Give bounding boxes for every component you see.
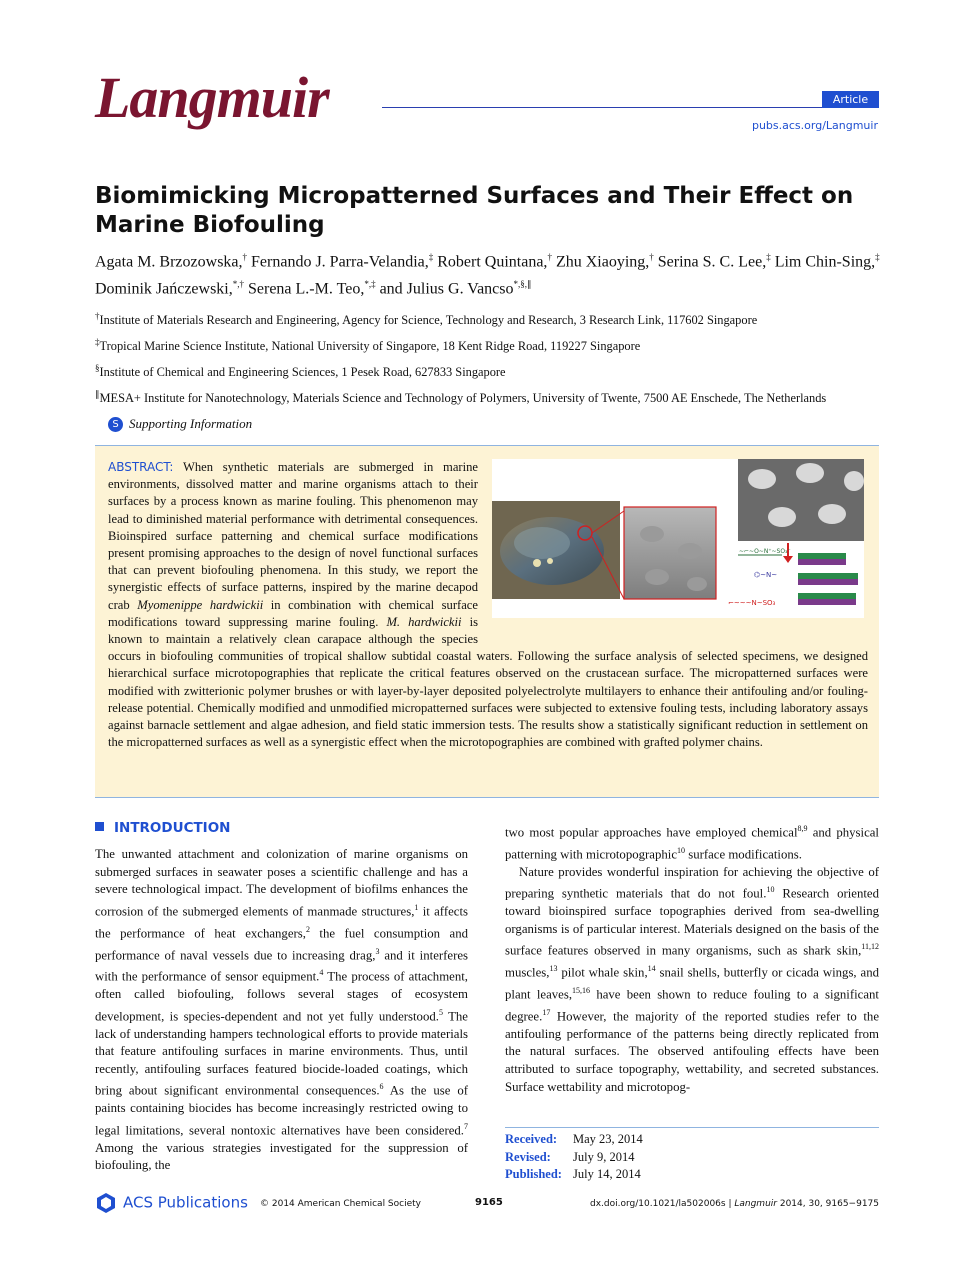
affiliation: §Institute of Chemical and Engineering Sciences, 1 Pesek Road, 627833 Singapore <box>95 363 506 380</box>
page-number: 9165 <box>475 1197 503 1208</box>
acs-hexagon-icon <box>95 1192 117 1214</box>
copyright: © 2014 American Chemical Society <box>260 1199 421 1209</box>
author[interactable]: and Julius G. Vancso <box>379 280 514 298</box>
author[interactable]: Lim Chin-Sing, <box>774 253 876 271</box>
ref-link[interactable]: 10 <box>766 885 775 895</box>
affiliation: ‡Tropical Marine Science Institute, National University of Singapore, 18 Kent Ridge Road, 119227 Singapore <box>95 337 641 354</box>
author[interactable]: Serena L.-M. Teo, <box>248 280 365 298</box>
doi-citation: dx.doi.org/10.1021/la502006s | Langmuir 2014, 30, 9165−9175 <box>590 1199 879 1209</box>
affiliation: ∥MESA+ Institute for Nanotechnology, Materials Science and Technology of Polymers, University of Twente, 7500 AE Enschede, The Netherlands <box>95 389 827 406</box>
doi-link[interactable]: dx.doi.org/10.1021/la502006s <box>590 1199 726 1209</box>
date-received: Received: May 23, 2014 <box>505 1132 643 1146</box>
header-rule <box>382 107 878 108</box>
author[interactable]: Robert Quintana, <box>437 253 548 271</box>
ref-link[interactable]: 13 <box>549 964 558 974</box>
ref-link[interactable]: 4 <box>319 968 324 978</box>
ref-link[interactable]: 3 <box>375 946 380 956</box>
supporting-information-link[interactable]: S Supporting Information <box>108 416 252 432</box>
journal-url-link[interactable]: pubs.acs.org/Langmuir <box>751 119 878 132</box>
svg-text:⌬~N~: ⌬~N~ <box>754 571 778 579</box>
ref-link[interactable]: 5 <box>438 1007 443 1017</box>
date-published: Published: July 14, 2014 <box>505 1167 641 1181</box>
section-marker-icon <box>95 822 104 831</box>
ref-link[interactable]: 14 <box>647 964 656 974</box>
date-revised: Revised: July 9, 2014 <box>505 1149 635 1164</box>
ref-link[interactable]: 8,9 <box>797 824 808 833</box>
ref-link[interactable]: 1 <box>414 902 419 912</box>
author[interactable]: Dominik Jańczewski, <box>95 280 233 298</box>
abstract-label: ABSTRACT: <box>108 460 174 474</box>
svg-text:~⌐~O~N⁺~SO₃⁻: ~⌐~O~N⁺~SO₃⁻ <box>739 548 791 555</box>
svg-text:⌐~~~N~SO₃: ⌐~~~N~SO₃ <box>728 599 776 607</box>
author[interactable]: Fernando J. Parra-Velandia, <box>251 253 429 271</box>
journal-logo: Langmuir <box>95 65 329 130</box>
ref-link[interactable]: 2 <box>305 924 310 934</box>
author[interactable]: Serina S. C. Lee, <box>657 253 767 271</box>
supporting-info-icon: S <box>108 417 123 432</box>
author[interactable]: Agata M. Brzozowska, <box>95 253 243 271</box>
publication-dates <box>505 1127 879 1184</box>
ref-link[interactable]: 17 <box>542 1007 551 1017</box>
toc-graphic <box>492 459 864 618</box>
ref-link[interactable]: 10 <box>677 845 686 855</box>
toc-figure <box>492 459 864 618</box>
author[interactable]: Zhu Xiaoying, <box>555 253 650 271</box>
affiliation: †Institute of Materials Research and Engineering, Agency for Science, Technology and Research, 3 Research Link, 117602 Singapore <box>95 311 758 328</box>
article-type-badge: Article <box>822 91 879 108</box>
acs-publications-logo[interactable]: ACS Publications <box>95 1192 248 1214</box>
author-list: Agata M. Brzozowska,† Fernando J. Parra-Velandia,‡ Robert Quintana,† Zhu Xiaoying,† Serina S. C. Lee,‡ Lim Chin-Sing,‡ Dominik Jańczewski,*,† Serena L.-M. Teo,*,‡ and Julius G. Vancso*,§,∥ <box>95 252 880 298</box>
ref-link[interactable]: 6 <box>379 1082 384 1092</box>
abstract-text: ABSTRACT: When synthetic materials are submerged in marine environments, dissolved matter and marine organisms attach to their surfaces by a process known as marine fouling. This phenomenon may lead to diminished material performance with detrimental consequences. Bioinspired surface patterning and chemical surface modifications present promising approaches to the design of novel functional surfaces that can prevent biofouling phenomena. In this study, we report the synergistic effects of surface patterns, inspired by the marine decapod crab Myomenippe hardwickii in combination with chemical surface modifications toward suppressing marine fouling. M. hardwickii is known to maintain a relatively clean carapace although the species occurs in biofouling communities of tropical shallow subtidal coastal waters. Following the surface analysis of selected specimens, we designed hierarchical surface microtopographies that replicate the critical features observed on the crustacean surface. The micropatterned surfaces were modified with zwitterionic polymer brushes or with layer-by-layer deposited polyelectrolyte multilayers to enhance their antifouling and/or fouling-release potential. Chemically modified and unmodified micropatterned surfaces were subjected to extensive fouling tests, including laboratory assays against barnacle settlement and algae adhesion, and field static immersion tests. The results show a statistically significant reduction in settlement on the micropatterned surfaces as well as a synergistic effect when the microtopographies are combined with grafted polymer chains. <box>108 460 868 750</box>
ref-link[interactable]: 7 <box>464 1121 468 1131</box>
affiliations <box>95 305 880 408</box>
intro-left-column: The unwanted attachment and colonization of marine organisms on submerged surfaces in seawater poses a scientific challenge and has a severe technological impact. The development of biofilms enhances the corrosion of the submerged elements of manmade structures,$^1$ it affects the performance of heat exchangers,$^2$ the fuel consumption and performance of naval vessels due to increasing drag,$^3$ and it interferes with the performance of sensor equipment.$^4$ The process of attachment, often called biofouling, follows several stages of ecosystem development, is species-dependent and not yet fully understood.$^5$ The lack of understanding hampers technological efforts to provide materials that feature antifouling surfaces in marine environments. Thus, until recently, antifouling surfaces featured biocide-loaded coatings, which bring about significant environmental consequences.$^6$ As the use of paints containing biocides has become increasingly restricted owing to legal limitations, several nontoxic alternatives have been considered.$^7$ Among the various strategies investigated for the suppression of biofouling, the <box>95 847 469 1173</box>
intro-right-column: two most popular approaches have employed chemical$^{8,9}$ and physical patterning with microtopographic$^{10}$ surface modifications. Nature provides wonderful inspiration for achieving the objective of preparing synthetic materials that do not foul.$^{10}$ Research oriented toward bioinspired surface topographies derived from sea-dwelling organisms is of particular interest. Materials designed on the basis of the surface features observed in many organisms, such as shark skin,$^{11,12}$ muscles,$^{13}$ pilot whale skin,$^{14}$ snail shells, butterfly or cicada wings, and plant leaves,$^{15,16}$ have been shown to reduce fouling to a significant degree.$^{17}$ However, the majority of the reported studies refer to the antifouling performance of the patterns being directly replicated from the natural surfaces. The observed antifouling effects have been attributed to surface topography, wettability, and secreted substances. Surface wettability and microtopog- <box>505 824 879 1094</box>
article-title: Biomimicking Micropatterned Surfaces and Their Effect on Marine Biofouling <box>95 183 854 238</box>
ref-link[interactable]: 15,16 <box>572 986 591 996</box>
introduction-heading: INTRODUCTION <box>95 820 230 836</box>
ref-link[interactable]: 11,12 <box>861 942 879 952</box>
